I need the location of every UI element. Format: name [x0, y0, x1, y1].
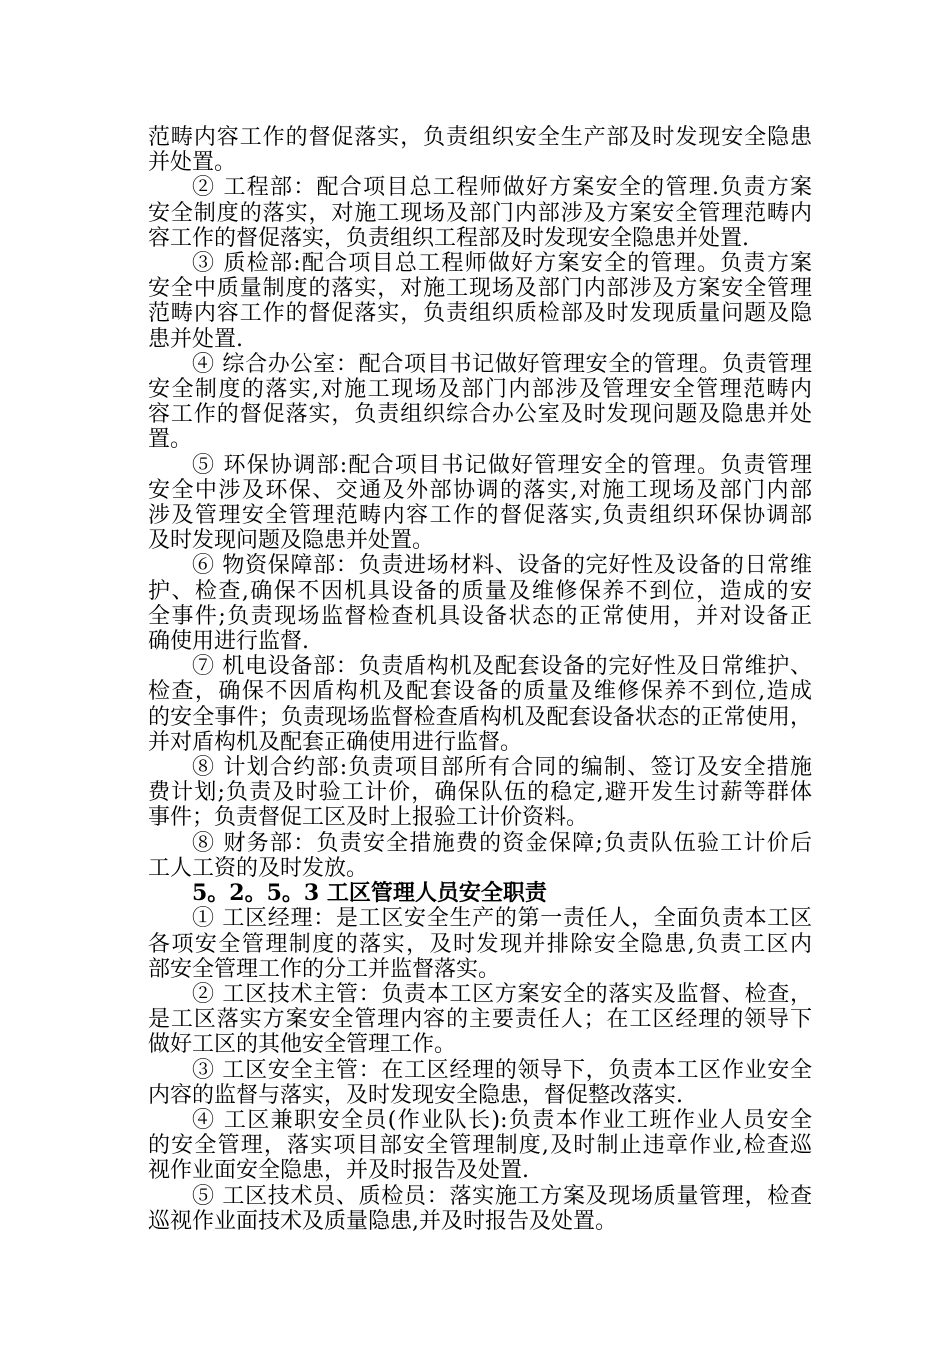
text-line: 做好工区的其他安全管理工作。: [148, 1032, 457, 1058]
text-line: 视作业面安全隐患，并及时报告及处置.: [148, 1158, 529, 1184]
work-area-duty-paragraph: [148, 1184, 812, 1234]
work-area-duty-paragraph: [148, 906, 812, 982]
department-duties-list: [148, 175, 812, 881]
text-line: 是工区落实方案安全管理内容的主要责任人；在工区经理的领导下: [148, 1007, 812, 1033]
text-line: 涉及管理安全管理范畴内容工作的督促落实,负责组织环保协调部: [148, 503, 812, 529]
text-line: 费计划;负责及时验工计价，确保队伍的稳定,避开发生讨薪等群体: [148, 780, 812, 806]
text-line: 护、检查,确保不因机具设备的质量及维修保养不到位，造成的安: [148, 578, 812, 604]
work-area-duties-list: [148, 906, 812, 1234]
department-duty-paragraph: [148, 654, 812, 755]
department-duty-paragraph: [148, 831, 812, 881]
text-line: 确使用进行监督.: [148, 629, 309, 655]
text-line: ⑧ 计划合约部:负责项目部所有合同的编制、签订及安全措施: [192, 755, 812, 781]
text-line: ② 工程部：配合项目总工程师做好方案安全的管理.负责方案: [192, 175, 812, 201]
text-line: 内容的监督与落实，及时发现安全隐患，督促整改落实.: [148, 1082, 683, 1108]
department-duty-paragraph: [148, 175, 812, 251]
text-line: 工人工资的及时发放。: [148, 855, 369, 881]
text-line: 安全中质量制度的落实，对施工现场及部门内部涉及方案安全管理: [148, 276, 812, 302]
text-line: ⑤ 工区技术员、质检员：落实施工方案及现场质量管理，检查: [192, 1183, 812, 1209]
work-area-duty-paragraph: [148, 1108, 812, 1184]
text-line: 并处置。: [148, 150, 237, 176]
department-duty-paragraph: [148, 553, 812, 654]
text-line: 容工作的督促落实，负责组织综合办公室及时发现问题及隐患并处: [148, 402, 812, 428]
text-line: 巡视作业面技术及质量隐患,并及时报告及处置。: [148, 1208, 617, 1234]
department-duty-paragraph: [148, 755, 812, 831]
department-duty-paragraph: [148, 453, 812, 554]
text-line: 范畴内容工作的督促落实，负责组织安全生产部及时发现安全隐患: [148, 125, 812, 150]
work-area-duty-paragraph: [148, 1058, 812, 1108]
text-line: 全事件;负责现场监督检查机具设备状态的正常使用，并对设备正: [148, 603, 812, 629]
text-line: 各项安全管理制度的落实，及时发现并排除安全隐患,负责工区内: [148, 931, 812, 957]
text-line: 检查，确保不因盾构机及配套设备的质量及维修保养不到位,造成: [148, 679, 812, 705]
text-line: 的安全管理，落实项目部安全管理制度,及时制止违章作业,检查巡: [148, 1133, 812, 1159]
text-line: ⑥ 物资保障部：负责进场材料、设备的完好性及设备的日常维: [192, 553, 812, 579]
text-line: 事件；负责督促工区及时上报验工计价资料。: [148, 805, 589, 831]
text-line: 安全制度的落实,对施工现场及部门内部涉及管理安全管理范畴内: [148, 377, 812, 403]
text-line: ② 工区技术主管：负责本工区方案安全的落实及监督、检查，: [192, 981, 812, 1007]
text-line: 的安全事件；负责现场监督检查盾构机及配套设备状态的正常使用，: [148, 704, 812, 730]
work-area-duty-paragraph: [148, 982, 812, 1058]
text-line: 及时发现问题及隐患并处置。: [148, 528, 435, 554]
section-heading: 5。2。5。3 工区管理人员安全职责: [192, 880, 547, 907]
text-line: ⑤ 环保协调部:配合项目书记做好管理安全的管理。负责管理: [192, 452, 812, 478]
text-line: ④ 综合办公室：配合项目书记做好管理安全的管理。负责管理: [192, 351, 812, 377]
text-line: ④ 工区兼职安全员(作业队长):负责本作业工班作业人员安全: [192, 1107, 812, 1133]
text-line: 患并处置.: [148, 326, 243, 352]
text-line: 安全中涉及环保、交通及外部协调的落实,对施工现场及部门内部: [148, 477, 812, 503]
text-line: ③ 工区安全主管：在工区经理的领导下，负责本工区作业安全: [192, 1057, 812, 1083]
text-line: ⑦ 机电设备部：负责盾构机及配套设备的完好性及日常维护、: [192, 654, 812, 680]
text-line: 置。: [148, 427, 193, 453]
text-line: 并对盾构机及配套正确使用进行监督。: [148, 729, 523, 755]
text-line: 部安全管理工作的分工并监督落实。: [148, 956, 501, 982]
department-duty-paragraph: [148, 352, 812, 453]
department-duty-paragraph: [148, 251, 812, 352]
text-line: ① 工区经理：是工区安全生产的第一责任人，全面负责本工区: [192, 906, 812, 932]
text-line: 范畴内容工作的督促落实，负责组织质检部及时发现质量问题及隐: [148, 301, 812, 327]
text-line: ⑧ 财务部：负责安全措施费的资金保障;负责队伍验工计价后: [192, 830, 812, 856]
document-page: [148, 125, 812, 1234]
text-line: ③ 质检部:配合项目总工程师做好方案安全的管理。负责方案: [192, 251, 812, 277]
continued-paragraph-block: [148, 125, 812, 175]
text-line: 容工作的督促落实，负责组织工程部及时发现安全隐患并处置.: [148, 225, 749, 251]
continued-paragraph: [148, 125, 812, 175]
text-line: 安全制度的落实，对施工现场及部门内部涉及方案安全管理范畴内: [148, 200, 812, 226]
